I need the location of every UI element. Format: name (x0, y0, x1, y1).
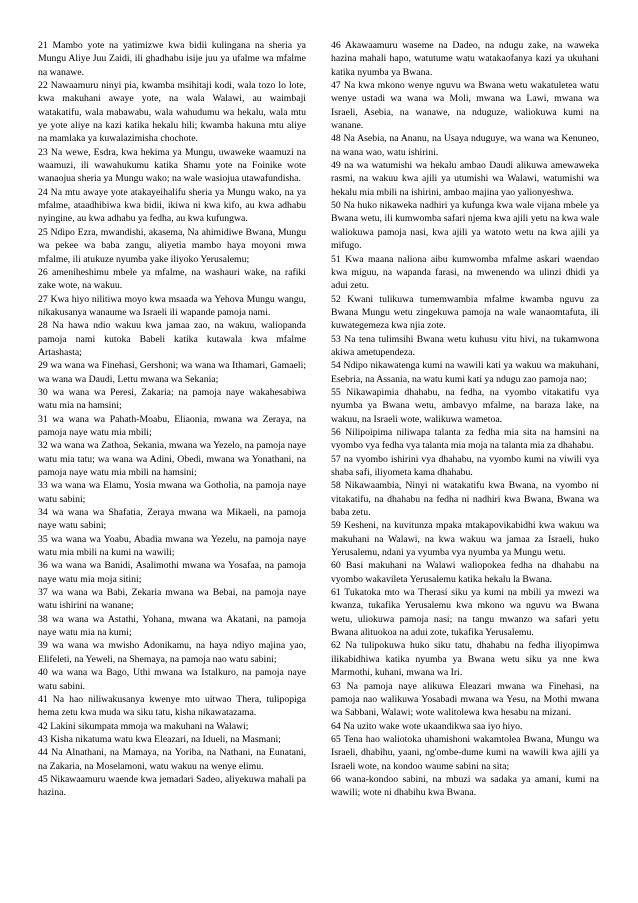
verse-21: 21 Mambo yote na yatimizwe kwa bidii kulingana na sheria ya Mungu Aliye Juu Zaidi, ili ghadhabu isije juu ya ufalme wa mfalme na wanawe. (38, 40, 306, 78)
verse-46: 46 Akawaamuru waseme na Dadeo, na ndugu zake, na waweka hazina mahali hapo, watutume watu watakaofanya kazi ya ukuhani katika nyumba ya Bwana. (331, 40, 599, 78)
verse-61: 61 Tukatoka mto wa Therasi siku ya kumi na mbili ya mwezi wa kwanza, tukafika Yerusalemu kwa mkono wa nguvu wa Bwana wetu, uliokuwa pamoja nasi; na tangu mwanzo wa safari yetu Bwana alituokoa na adui zote, tukafika Yerusalemu. (331, 587, 599, 639)
verse-38: 38 wa wana wa Astathi, Yohana, mwana wa Akatani, na pamoja naye watu mia na kumi; (38, 613, 306, 639)
verse-31: 31 wa wana wa Pahath-Moabu, Eliaonia, mwana wa Zeraya, na pamoja naye watu mia mbili; (38, 413, 306, 438)
verse-40: 40 wa wana wa Bago, Uthi mwana wa Istalkuro, na pamoja naye watu sabini. (38, 667, 306, 692)
verse-23: 23 Na wewe, Esdra, kwa hekima ya Mungu, uwaweke waamuzi na waamuzi, ili wawahukumu katika Shamu yote na Foinike wote wanaojua sheria ya Mungu wako; na wale wasiojua utawafundisha. (38, 146, 306, 185)
verse-66: 66 wana-kondoo sabini, na mbuzi wa sadaka ya amani, kumi na wawili; wote ni dhabihu kwa Bwana. (331, 773, 599, 799)
verse-64: 64 Na uzito wake wote ukaandikwa saa iyo hiyo. (331, 720, 523, 732)
verse-59: 59 Kesheni, na kuvitunza mpaka mtakapovikabidhi kwa wakuu wa makuhani na Walawi, na kwa wakuu wa jamaa za Israeli, huko Yerusalemu, ndani ya vyumba vya nyumba ya Mungu wetu. (331, 520, 599, 559)
verse-52: 52 Kwani tulikuwa tumemwambia mfalme kwamba nguvu za Bwana Mungu wetu zingekuwa pamoja na wale wanaomtafuta, ili kuwategemeza kwa njia zote. (331, 293, 599, 332)
verse-43: 43 Kisha nikatuma watu kwa Eleazari, na Idueli, na Masmani; (38, 733, 281, 745)
verse-63: 63 Na pamoja naye alikuwa Eleazari mwana wa Finehasi, na pamoja nao walikuwa Yosabadi mwana wa Yesu, na Mothi mwana wa Sabbani, Walawi; wote walitolewa kwa hesabu na mizani. (331, 680, 599, 719)
verse-33: 33 wa wana wa Elamu, Yosia mwana wa Gotholia, na pamoja naye watu sabini; (38, 480, 306, 505)
verse-47: 47 Na kwa mkono wenye nguvu wa Bwana wetu wakatuletea watu wenye ustadi wa wana wa Moli, mwana wa Lawi, mwana wa Israeli, Asebia, na wanawe, na nduguze, waliokuwa kumi na wanane. (331, 80, 599, 132)
verse-27: 27 Kwa hiyo nilitiwa moyo kwa msaada wa Yehova Mungu wangu, nikakusanya wanaume wa Israeli ili wapande pamoja nami. (38, 293, 306, 318)
verse-32: 32 wa wana wa Zathoa, Sekania, mwana wa Yezelo, na pamoja naye watu mia tatu; wa wana wa Adini, Obedi, mwana wa Yonathani, na pamoja naye watu mia mbili na hamsini; (38, 440, 306, 478)
verse-56: 56 Nilipoipima niliwapa talanta za fedha mia sita na hamsini na vyombo vya fedha vya talanta mia moja na talanta mia za dhahabu. (331, 426, 599, 452)
verse-55: 55 Nikawapimia dhahabu, na fedha, na vyombo vitakatifu vya nyumba ya Bwana wetu, ambavyo mfalme, na baraza lake, na wakuu, na Israeli wote, walikuwa wametoa. (331, 386, 599, 425)
verse-25: 25 Ndipo Ezra, mwandishi, akasema, Na ahimidiwe Bwana, Mungu wa pekee wa baba zangu, aliyetia mambo haya moyoni mwa mfalme, ili atukuze nyumba yake iliyoko Yerusalemu; (38, 226, 306, 265)
verse-36: 36 wa wana wa Banidi, Asalimothi mwana wa Yosafaa, na pamoja naye watu mia moja sitini; (38, 560, 306, 585)
verse-57: 57 na vyombo ishirini vya dhahabu, na vyombo kumi na viwili vya shaba safi, iliyometa kama dhahabu. (331, 453, 599, 478)
right-column (331, 39, 599, 800)
verse-35: 35 wa wana wa Yoabu, Abadia mwana wa Yezelu, na pamoja naye watu mia mbili na kumi na wawili; (38, 533, 306, 559)
verse-54: 54 Ndipo nikawatenga kumi na wawili kati ya wakuu wa makuhani, Esebria, na Assania, na watu kumi kati ya ndugu zao pamoja nao; (331, 360, 599, 385)
verse-60: 60 Basi makuhani na Walawi waliopokea fedha na dhahabu na vyombo wakavileta Yerusalemu katika hekalu la Bwana. (331, 560, 599, 585)
verse-37: 37 wa wana wa Babi, Zekaria mwana wa Bebai, na pamoja naye watu ishirini na wanane; (38, 587, 306, 612)
verse-29: 29 wa wana wa Finehasi, Gershoni; wa wana wa Ithamari, Gamaeli; wa wana wa Daudi, Lettu mwana wa Sekania; (38, 360, 306, 385)
verse-34: 34 wa wana wa Shafatia, Zeraya mwana wa Mikaeli, na pamoja naye watu sabini; (38, 507, 306, 532)
verse-65: 65 Tena hao waliotoka uhamishoni wakamtolea Bwana, Mungu wa Israeli, dhabihu, yaani, ng'ombe-dume kumi na wawili kwa ajili ya Israeli wote, na kondoo waume sabini na sita; (331, 733, 599, 772)
verse-62: 62 Na tulipokuwa huko siku tatu, dhahabu na fedha iliyopimwa ilikabidhiwa katika nyumba ya Bwana wetu siku ya nne kwa Marmothi, kuhani, mwana wa Iri. (331, 640, 599, 679)
verse-50: 50 Na huko nikaweka nadhiri ya kufunga kwa wale vijana mbele ya Bwana wetu, ili kumwomba safari njema kwa ajili yetu na kwa wale waliokuwa pamoja nasi, kwa ajili ya watoto wetu na kwa ajili ya mifugo. (331, 200, 599, 252)
verse-53: 53 Na tena tulimsihi Bwana wetu kuhusu vitu hivi, na tukamwona akiwa ametupendeza. (331, 333, 599, 358)
verse-45: 45 Nikawaamuru waende kwa jemadari Sadeo, aliyekuwa mahali pa hazina. (38, 773, 306, 799)
verse-41: 41 Na hao niliwakusanya kwenye mto uitwao Thera, tulipopiga hema zetu kwa muda wa siku tatu, kisha nikawatazama. (38, 693, 306, 719)
verse-42: 42 Lakini sikumpata mmoja wa makuhani na Walawi; (38, 720, 249, 732)
verse-51: 51 Kwa maana naliona aibu kumwomba mfalme askari waendao kwa miguu, na wapanda farasi, na mwenendo wa ulinzi dhidi ya adui zetu. (331, 253, 599, 292)
verse-48: 48 Na Asebia, na Ananu, na Usaya nduguye, wa wana wa Kenuneo, na wana wao, watu ishirini. (331, 133, 599, 158)
verse-44: 44 Na Alnathani, na Mamaya, na Yoriba, na Nathani, na Eunatani, na Zakaria, na Moselamoni, watu wakuu na wenye elimu. (38, 747, 306, 772)
verse-26: 26 ameniheshimu mbele ya mfalme, na washauri wake, na rafiki zake wote, na wakuu. (38, 266, 306, 292)
left-column (38, 39, 306, 800)
verse-22: 22 Nawaamuru ninyi pia, kwamba msihitaji kodi, wala tozo lo lote, kwa makuhani awaye yote, na wala Walawi, au waimbaji watakatifu, wala mabawabu, wala wahudumu wa hekalu, wala mtu ye yote aliye na kazi katika hekalu hili; kwamba hakuna mtu aliye na mamlaka ya kuwalazimisha chochote. (38, 80, 306, 145)
verse-58: 58 Nikawaambia, Ninyi ni watakatifu kwa Bwana, na vyombo ni vitakatifu, na dhahabu na fedha ni nadhiri kwa Bwana, Bwana wa baba zetu. (331, 480, 599, 519)
verse-39: 39 wa wana wa mwisho Adonikamu, na haya ndiyo majina yao, Elifeleti, na Yeweli, na Shemaya, na pamoja nao watu sabini; (38, 640, 306, 665)
verse-30: 30 wa wana wa Peresi, Zakaria; na pamoja naye wakahesabiwa watu mia na hamsini; (38, 386, 306, 412)
verse-49: 49 na wa watumishi wa hekalu ambao Daudi alikuwa amewaweka rasmi, na wakuu kwa ajili ya utumishi wa Walawi, watumishi wa hekalu mia mbili na ishirini, ambao majina yao yalionyeshwa. (331, 160, 599, 198)
verse-24: 24 Na mtu awaye yote atakayeihalifu sheria ya Mungu wako, na ya mfalme, ataadhibiwa kwa bidii, ikiwa ni kwa kifo, au kwa adhabu nyingine, au kwa adhabu ya fedha, au kwa kufungwa. (38, 186, 306, 225)
verse-28: 28 Na hawa ndio wakuu kwa jamaa zao, na wakuu, waliopanda pamoja nami kutoka Babeli katika kutawala kwa mfalme Artashasta; (38, 320, 306, 358)
